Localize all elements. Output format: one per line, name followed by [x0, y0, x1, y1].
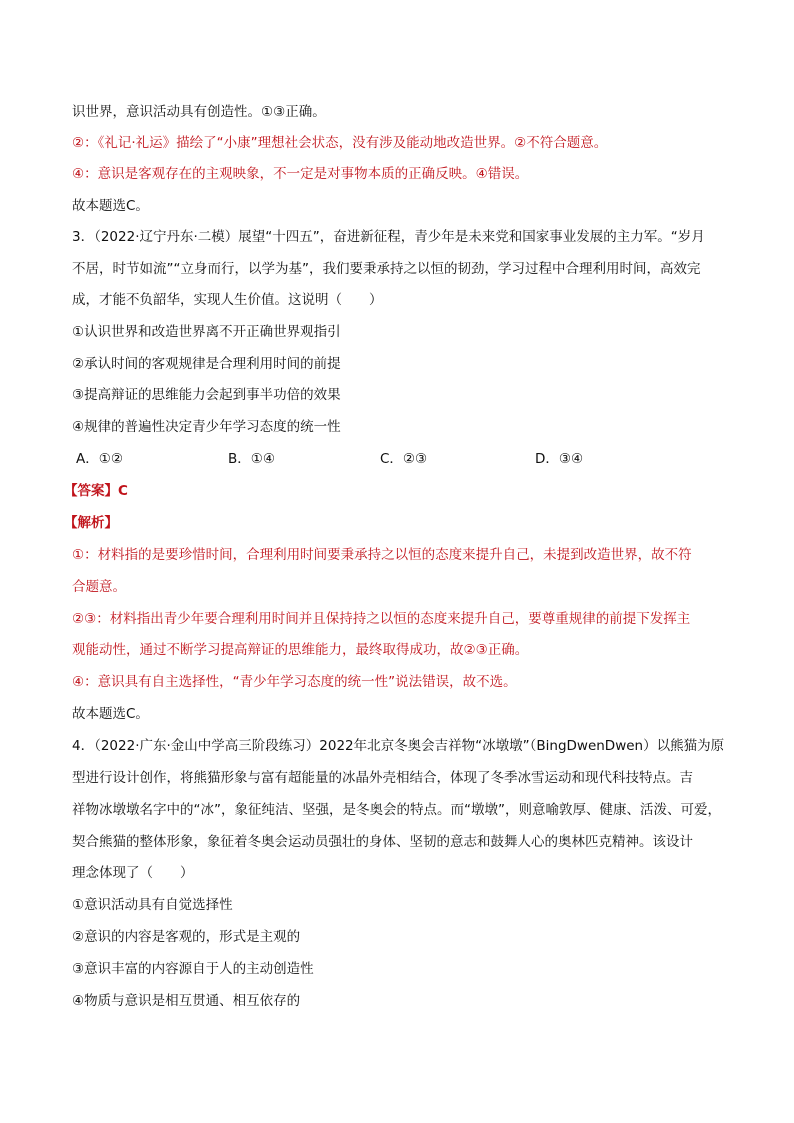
q3-statement: ③提高辩证的思维能力会起到事半功倍的效果: [72, 387, 341, 403]
q3-answer-label: 【答案】C: [64, 483, 128, 499]
q3-explanation-line: ①：材料指的是要珍惜时间，合理利用时间要秉承持之以恒的态度来提升自己，未提到改造世界，故不符: [72, 547, 692, 563]
q3-statement: ④规律的普遍性决定青少年学习态度的统一性: [72, 419, 341, 435]
q4-statement: ①意识活动具有自觉选择性: [72, 897, 233, 913]
q3-analysis-label: 【解析】: [64, 515, 118, 531]
q3-explanation-line: 合题意。: [72, 579, 126, 595]
q4-stem-line: 契合熊猫的整体形象，象征着冬奥会运动员强壮的身体、坚韧的意志和鼓舞人心的奥林匹克精神。该设计: [72, 834, 693, 850]
q2-conclusion: 故本题选C。: [72, 198, 149, 214]
q3-explanation-line: ②③：材料指出青少年要合理利用时间并且保持持之以恒的态度来提升自己，要尊重规律的前提下发挥主: [72, 611, 691, 627]
q3-explanation-line: ④：意识具有自主选择性，“青少年学习态度的统一性”说法错误，故不选。: [72, 674, 517, 690]
q4-stem-line: 理念体现了（ ）: [72, 865, 194, 881]
q2-text-line: 识世界，意识活动具有创造性。①③正确。: [72, 104, 326, 120]
q4-statement: ③意识丰富的内容源自于人的主动创造性: [72, 961, 314, 977]
q3-option-a: A．①②: [76, 451, 123, 467]
q3-option-d: D．③④: [535, 451, 584, 467]
q3-statement: ①认识世界和改造世界离不开正确世界观指引: [72, 324, 341, 340]
q2-explanation-2: ②：《礼记·礼运》描绘了“小康”理想社会状态，没有涉及能动地改造世界。②不符合题意。: [72, 135, 608, 151]
q4-statement: ②意识的内容是客观的，形式是主观的: [72, 929, 301, 945]
q3-stem-line: 3．（2022·辽宁丹东·二模）展望“十四五”，奋进新征程，青少年是未来党和国家事业发展的主力军。“岁月: [72, 229, 705, 245]
q3-explanation-line: 观能动性，通过不断学习提高辩证的思维能力，最终取得成功，故②③正确。: [72, 642, 529, 658]
q3-option-b: B．①④: [228, 451, 275, 467]
q3-stem-line: 不居，时节如流”“立身而行，以学为基”，我们要秉承持之以恒的韧劲，学习过程中合理利用时间，高效完: [72, 261, 701, 277]
q2-explanation-4: ④：意识是客观存在的主观映象，不一定是对事物本质的正确反映。④错误。: [72, 166, 529, 182]
q3-stem-line: 成，才能不负韶华，实现人生价值。这说明（ ）: [72, 292, 383, 308]
q4-stem-line: 祥物冰墩墩名字中的“冰”，象征纯洁、坚强，是冬奥会的特点。而“墩墩”，则意喻敦厚、健康、活泼、可爱，: [72, 802, 721, 818]
q3-statement: ②承认时间的客观规律是合理利用时间的前提: [72, 356, 341, 372]
q3-conclusion: 故本题选C。: [72, 706, 149, 722]
q4-statement: ④物质与意识是相互贯通、相互依存的: [72, 993, 301, 1009]
q3-option-c: C．②③: [380, 451, 428, 467]
q4-stem-line: 4．（2022·广东·金山中学高三阶段练习）2022年北京冬奥会吉祥物“冰墩墩”（BingDwenDwen）以熊猫为原: [72, 738, 725, 754]
q4-stem-line: 型进行设计创作，将熊猫形象与富有超能量的冰晶外壳相结合，体现了冬季冰雪运动和现代科技特点。吉: [72, 770, 693, 786]
